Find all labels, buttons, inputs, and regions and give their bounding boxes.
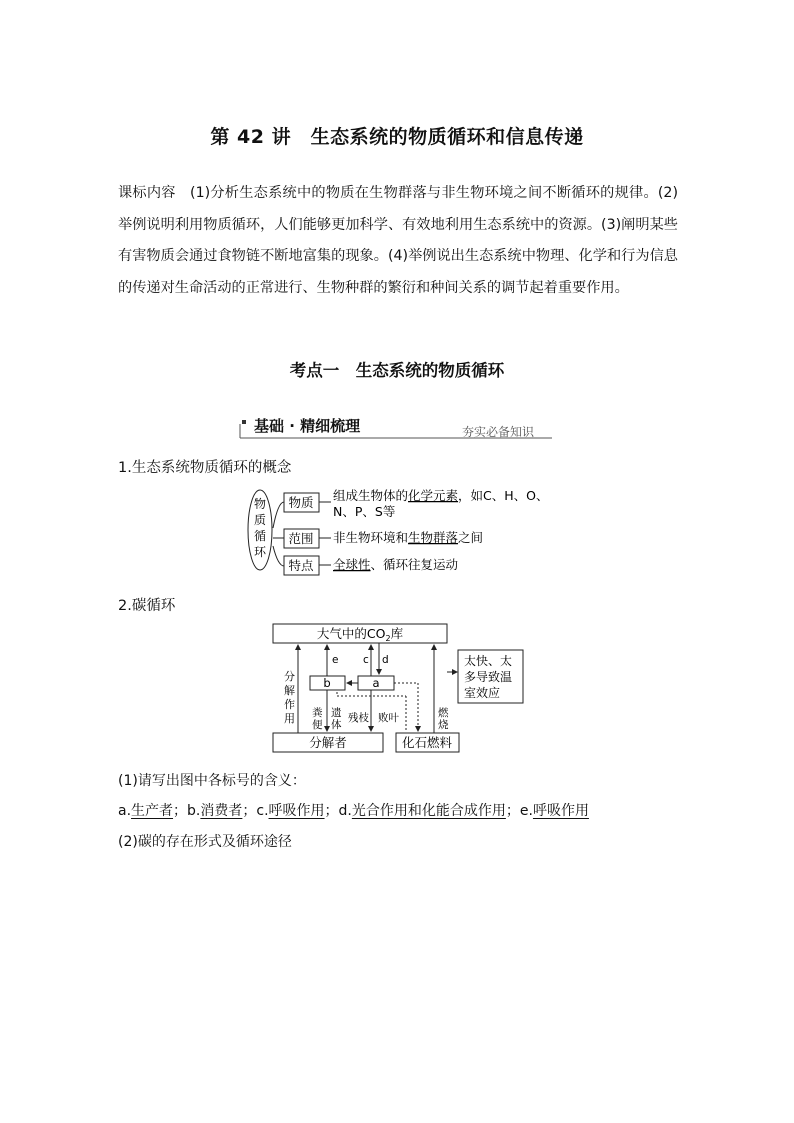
label-e: e (332, 654, 339, 666)
question-2: (2)碳的存在形式及循环途径 (118, 834, 292, 850)
carbon-heading: 2.碳循环 (118, 598, 176, 614)
question-1: (1)请写出图中各标号的含义： (118, 773, 306, 789)
answer-line (118, 800, 589, 820)
node-b-label: b (323, 676, 331, 690)
fossil-fuel-label: 化石燃料 (401, 735, 453, 750)
banner-tagline: 夯实必备知识 (462, 425, 535, 439)
burning-char: 烧 (438, 719, 449, 731)
atmosphere-co2-label: 大气中的$CO_2$库 (316, 626, 404, 643)
concept-heading: 1.生态系统物质循环的概念 (118, 460, 292, 476)
feces-char: 便 (312, 719, 323, 731)
remains-char: 体 (331, 719, 342, 731)
center-char: 循 (253, 529, 267, 543)
node-a-label: a (372, 676, 380, 690)
center-char: 环 (253, 545, 267, 559)
answer-prefix: e. (519, 803, 533, 819)
answer-d: 光合作用和化能合成作用 (351, 803, 506, 819)
carbon-cycle-diagram (270, 620, 530, 758)
decomposer-label: 分解者 (309, 735, 347, 750)
material-definition: 组成生物体的化学元素，如C、H、O、 (333, 488, 549, 503)
answer-sep: ； (173, 803, 188, 819)
decomposition-char: 分 (284, 670, 295, 683)
answer-prefix: d. (338, 803, 352, 819)
standards-label: 课标内容 (118, 185, 176, 201)
remains-char: 遗 (331, 707, 342, 719)
center-char: 质 (253, 513, 267, 527)
answer-a: 生产者 (131, 803, 174, 819)
center-char: 物 (253, 497, 267, 511)
answer-prefix: a. (118, 803, 132, 819)
branches-label: 残枝 (348, 712, 369, 724)
leaves-label: 败叶 (378, 712, 399, 724)
burning-char: 燃 (438, 707, 449, 719)
decomposition-char: 解 (284, 684, 295, 697)
answer-sep: ； (505, 803, 520, 819)
answer-e: 呼吸作用 (532, 803, 589, 819)
answer-sep: ； (324, 803, 339, 819)
key-range: 范围 (288, 531, 314, 546)
feces-char: 粪 (312, 707, 323, 719)
greenhouse-text: 太快、太 (464, 654, 513, 668)
banner-title: 基础 · 精细梳理 (254, 417, 361, 435)
greenhouse-text: 室效应 (464, 686, 501, 700)
decomposition-char: 用 (284, 712, 295, 725)
range-definition: 非生物环境和生物群落之间 (333, 530, 484, 545)
answer-prefix: c. (256, 803, 269, 819)
decomposition-char: 作 (284, 698, 295, 711)
standards-text: (1)分析生态系统中的物质在生物群落与非生物环境之间不断循环的规律。(2)举例说明利用物质循环，人们能够更加科学、有效地利用生态系统中的资源。(3)阐明某些有害物质会通过食物链不断地富集的现象。(4)举例说出生态系统中物理、化学和行为信息的传递对生命活动的正常进行、生物种群的繁衍和种间关系的调节起着重要作用。 (118, 185, 678, 296)
curriculum-standards (118, 178, 678, 304)
concept-diagram (246, 484, 566, 576)
label-c: c (363, 654, 369, 666)
label-d: d (382, 654, 389, 666)
page-title: 第 42 讲 生态系统的物质循环和信息传递 (210, 126, 584, 148)
answer-c: 呼吸作用 (268, 803, 325, 819)
answer-sep: ； (242, 803, 257, 819)
feature-definition: 全球性、循环往复运动 (333, 557, 459, 572)
key-material: 物质 (288, 495, 314, 510)
key-feature: 特点 (288, 558, 314, 573)
greenhouse-text: 多导致温 (464, 670, 513, 684)
answer-prefix: b. (187, 803, 201, 819)
answer-b: 消费者 (200, 803, 243, 819)
section-title: 考点一 生态系统的物质循环 (289, 361, 505, 380)
section-banner (236, 414, 556, 442)
material-definition-line2: N、P、S等 (333, 504, 396, 519)
